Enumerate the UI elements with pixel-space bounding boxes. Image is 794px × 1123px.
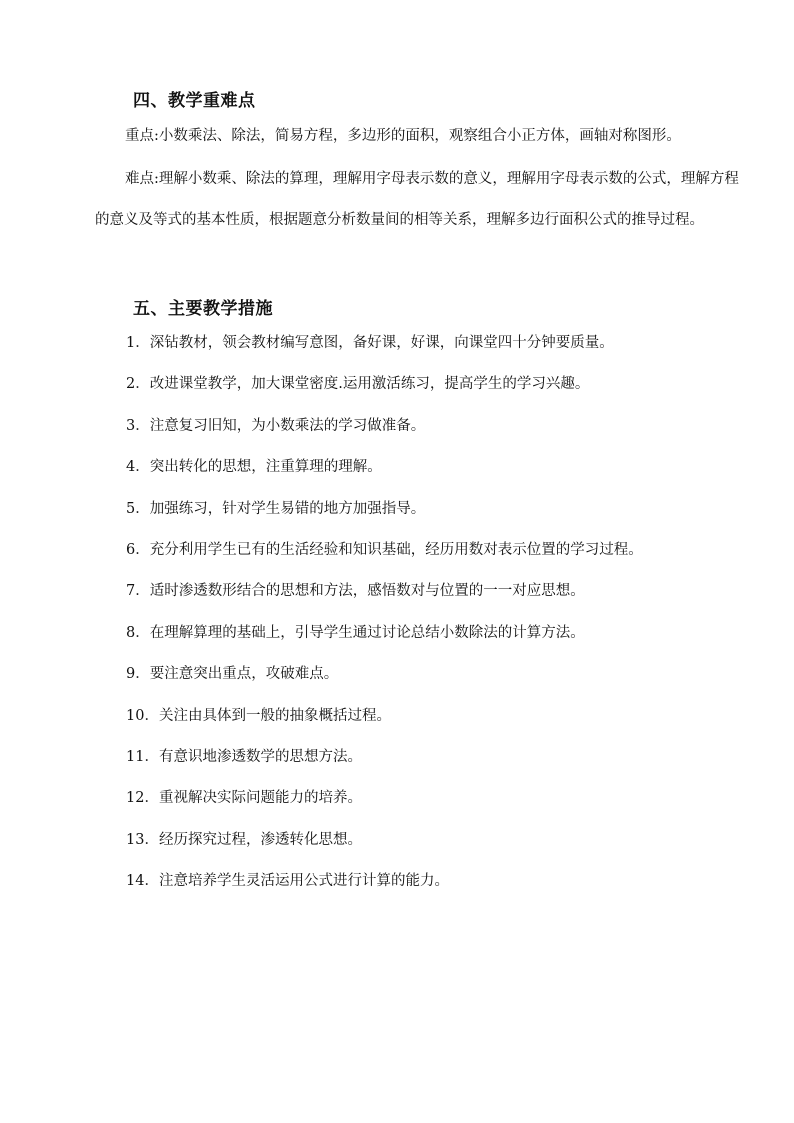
measures-list	[126, 333, 643, 912]
difficulties-paragraph	[95, 159, 745, 241]
list-item: 12．重视解决实际问题能力的培养。	[126, 790, 362, 807]
key-points-label: 重点	[125, 128, 154, 144]
list-item: 5．加强练习，针对学生易错的地方加强指导。	[126, 500, 426, 517]
list-item: 13．经历探究过程，渗透转化思想。	[126, 831, 362, 848]
list-item: 10．关注由具体到一般的抽象概括过程。	[126, 707, 391, 724]
list-item: 6．充分利用学生已有的生活经验和知识基础，经历用数对表示位置的学习过程。	[126, 541, 643, 558]
difficulties-label: 难点	[125, 171, 154, 187]
key-points-text: 小数乘法、除法，简易方程，多边形的面积，观察组合小正方体，画轴对称图形。	[158, 128, 681, 144]
list-item: 9．要注意突出重点，攻破难点。	[126, 666, 339, 683]
section-5-heading: 五、主要教学措施	[133, 299, 273, 319]
difficulties-colon: :	[154, 171, 159, 187]
list-item: 4．突出转化的思想，注重算理的理解。	[126, 459, 382, 476]
section-4-heading: 四、教学重难点	[133, 91, 256, 111]
key-points-colon: :	[154, 128, 159, 144]
list-item: 8．在理解算理的基础上，引导学生通过讨论总结小数除法的计算方法。	[126, 624, 585, 641]
list-item: 1．深钻教材，领会教材编写意图，备好课，好课，向课堂四十分钟要质量。	[126, 335, 614, 351]
list-item: 14．注意培养学生灵活运用公式进行计算的能力。	[126, 873, 449, 890]
difficulties-text: 理解小数乘、除法的算理，理解用字母表示数的意义，理解用字母表示数的公式，理解方程的意义及等式的基本性质，根据题意分析数量间的相等关系，理解多边行面积公式的推导过程。	[95, 171, 739, 228]
key-points-paragraph	[95, 116, 745, 157]
list-item: 7．适时渗透数形结合的思想和方法，感悟数对与位置的一一对应思想。	[126, 583, 585, 600]
list-item: 11．有意识地渗透数学的思想方法。	[126, 748, 362, 765]
list-item: 3．注意复习旧知，为小数乘法的学习做准备。	[126, 417, 426, 434]
list-item: 2．改进课堂教学，加大课堂密度.运用激活练习，提高学生的学习兴趣。	[126, 376, 590, 393]
